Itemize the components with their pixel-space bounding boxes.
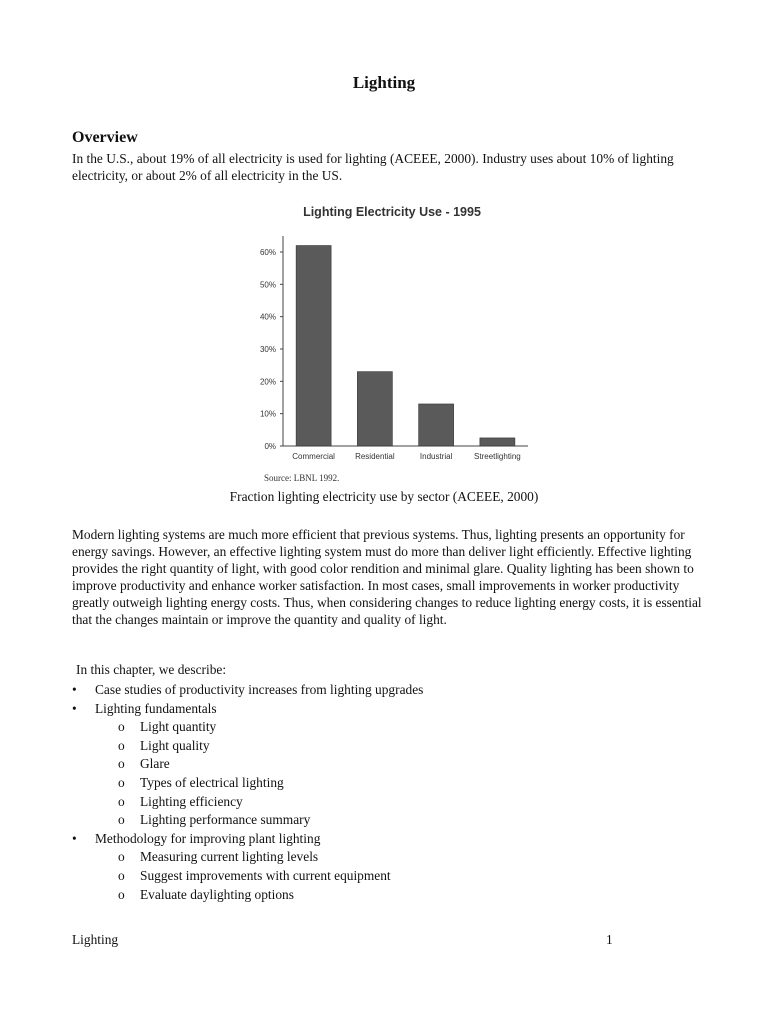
x-tick-label: Residential xyxy=(355,452,395,461)
outline-subitem-text: Light quantity xyxy=(140,719,217,735)
outline-subitem xyxy=(95,755,423,774)
chapter-intro: In this chapter, we describe: xyxy=(76,662,227,677)
chart-title: Lighting Electricity Use - 1995 xyxy=(303,205,481,219)
outline-subitem xyxy=(95,793,423,812)
x-tick-label: Industrial xyxy=(419,452,453,461)
outline-subitem-text: Types of electrical lighting xyxy=(140,774,284,790)
outline-item xyxy=(72,700,423,830)
y-tick-label: 10% xyxy=(259,409,276,419)
figure-caption: Fraction lighting electricity use by sector (ACEEE, 2000) xyxy=(229,489,539,504)
outline-subitem xyxy=(95,774,423,793)
outline-subitem xyxy=(95,718,423,737)
bar xyxy=(296,246,331,446)
circle-bullet-icon: o xyxy=(118,774,125,790)
y-tick-label: 40% xyxy=(259,312,276,322)
outline-item-text: Lighting fundamentals xyxy=(95,700,217,716)
outline-item xyxy=(72,830,423,904)
outline-sublist xyxy=(95,848,423,904)
outline-subitem-text: Lighting efficiency xyxy=(140,793,243,809)
bar xyxy=(419,404,454,446)
outline-subitem-text: Glare xyxy=(140,756,170,772)
x-tick-label: Commercial xyxy=(292,452,335,461)
y-tick-label: 60% xyxy=(259,248,276,257)
lighting-use-chart xyxy=(240,196,540,486)
outline-subitem-text: Evaluate daylighting options xyxy=(140,886,294,902)
circle-bullet-icon: o xyxy=(118,812,125,828)
chart-source: Source: LBNL 1992. xyxy=(264,473,340,483)
outline-item-text: Methodology for improving plant lighting xyxy=(95,830,321,846)
circle-bullet-icon: o xyxy=(118,737,125,753)
circle-bullet-icon: o xyxy=(118,849,125,865)
y-tick-label: 50% xyxy=(259,280,276,290)
outline-subitem xyxy=(95,886,423,905)
outline-subitem xyxy=(95,737,423,756)
bullet-icon: • xyxy=(72,682,77,697)
overview-paragraph: In the U.S., about 19% of all electricity is used for lighting (ACEEE, 2000). Industry uses about 10% of lighting electricity, or about 2% of all electricity in the US. xyxy=(72,151,674,183)
body-paragraph: Modern lighting systems are much more efficient that previous systems. Thus, lighting presents an opportunity for energy savings. However, an effective lighting system must do more than deliver light efficiently. Effective lighting provides the right quantity of light, with good color rendition and minimal glare. Quality lighting has been shown to improve productivity and enhance worker satisfaction. In most cases, small improvements in worker productivity greatly outweigh lighting energy costs. Thus, when considering changes to reduce lighting energy costs, it is essential that the changes maintain or improve the quantity and quality of light. xyxy=(72,527,702,627)
y-tick-label: 20% xyxy=(259,377,276,387)
chart-svg xyxy=(240,196,540,486)
page-title: Lighting xyxy=(352,73,416,92)
circle-bullet-icon: o xyxy=(118,886,125,902)
bullet-icon: • xyxy=(72,830,77,846)
outline-subitem-text: Suggest improvements with current equipment xyxy=(140,867,391,883)
circle-bullet-icon: o xyxy=(118,867,125,883)
circle-bullet-icon: o xyxy=(118,793,125,809)
page-number: 1 xyxy=(606,932,613,947)
outline-subitem-text: Light quality xyxy=(140,737,210,753)
chapter-outline xyxy=(72,681,423,904)
outline-sublist xyxy=(95,718,423,830)
y-tick-label: 30% xyxy=(259,345,276,354)
circle-bullet-icon: o xyxy=(118,756,125,772)
overview-heading: Overview xyxy=(72,129,138,146)
footer-title: Lighting xyxy=(72,932,119,947)
outline-subitem xyxy=(95,811,423,830)
bar xyxy=(357,372,392,446)
outline-subitem-text: Measuring current lighting levels xyxy=(140,849,319,865)
y-tick-label: 0% xyxy=(264,442,276,451)
x-tick-label: Streetlighting xyxy=(474,452,521,461)
bullet-icon: • xyxy=(72,700,77,716)
outline-subitem-text: Lighting performance summary xyxy=(140,812,311,828)
outline-item-text: Case studies of productivity increases from lighting upgrades xyxy=(95,682,424,697)
circle-bullet-icon: o xyxy=(118,719,125,735)
outline-subitem xyxy=(95,848,423,867)
bar xyxy=(480,438,515,446)
outline-item xyxy=(72,681,423,700)
outline-subitem xyxy=(95,867,423,886)
